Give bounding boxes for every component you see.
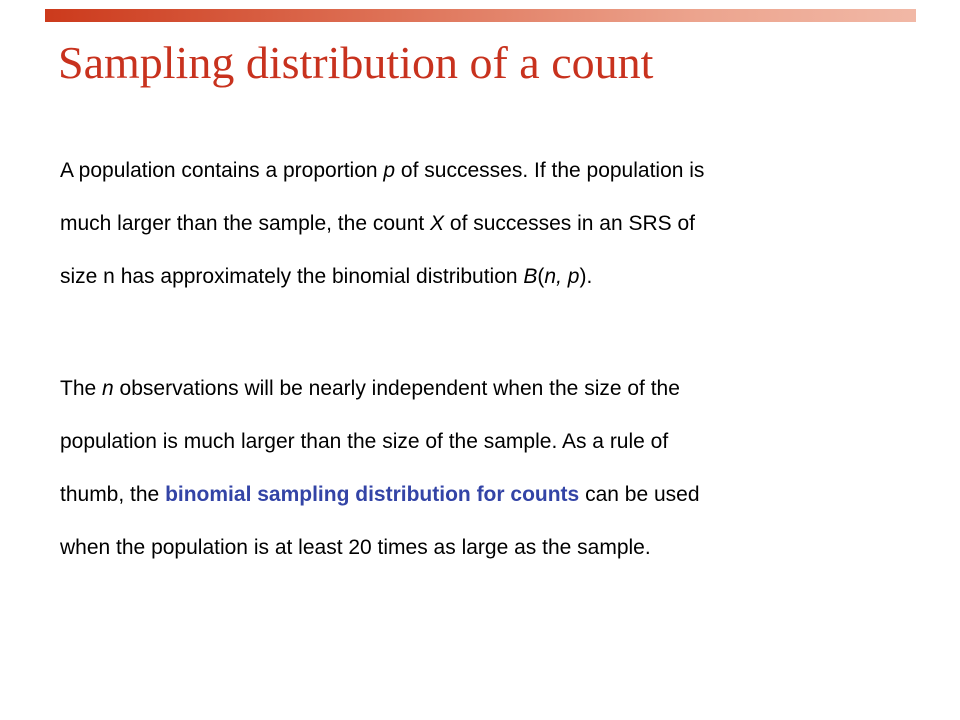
text-run: size n has approximately the binomial distribution: [60, 265, 524, 288]
variable-p: p: [383, 159, 396, 182]
text-run: observations will be nearly independent when the size of the: [113, 377, 680, 400]
paragraph-line: [60, 468, 890, 521]
variable-b: B: [523, 265, 538, 288]
paragraph-line: [60, 144, 890, 197]
paragraph-binomial-approximation: [60, 144, 890, 303]
paragraph-line: population is much larger than the size of the sample. As a rule of: [60, 430, 669, 453]
text-run: thumb, the: [60, 483, 166, 506]
text-run: of successes. If the population is: [395, 159, 705, 182]
variable-x: X: [430, 212, 445, 235]
text-run: The: [60, 377, 103, 400]
text-run: much larger than the sample, the count: [60, 212, 431, 235]
title-accent-bar: [45, 9, 916, 22]
variables-n-p: n, p: [544, 265, 580, 288]
paragraph-line: when the population is at least 20 times as large as the sample.: [60, 536, 651, 559]
slide-title: Sampling distribution of a count: [58, 37, 654, 88]
variable-n: n: [102, 377, 114, 400]
paragraph-line: [60, 250, 890, 303]
text-run: A population contains a proportion: [60, 159, 384, 182]
paragraph-independence-rule: [60, 362, 890, 574]
paragraph-line: [60, 362, 890, 415]
highlighted-term: binomial sampling distribution for counts: [165, 483, 580, 506]
text-run: can be used: [579, 483, 700, 506]
text-run: (: [537, 265, 545, 288]
text-run: ).: [579, 265, 593, 288]
paragraph-line: [60, 197, 890, 250]
text-run: of successes in an SRS of: [444, 212, 696, 235]
